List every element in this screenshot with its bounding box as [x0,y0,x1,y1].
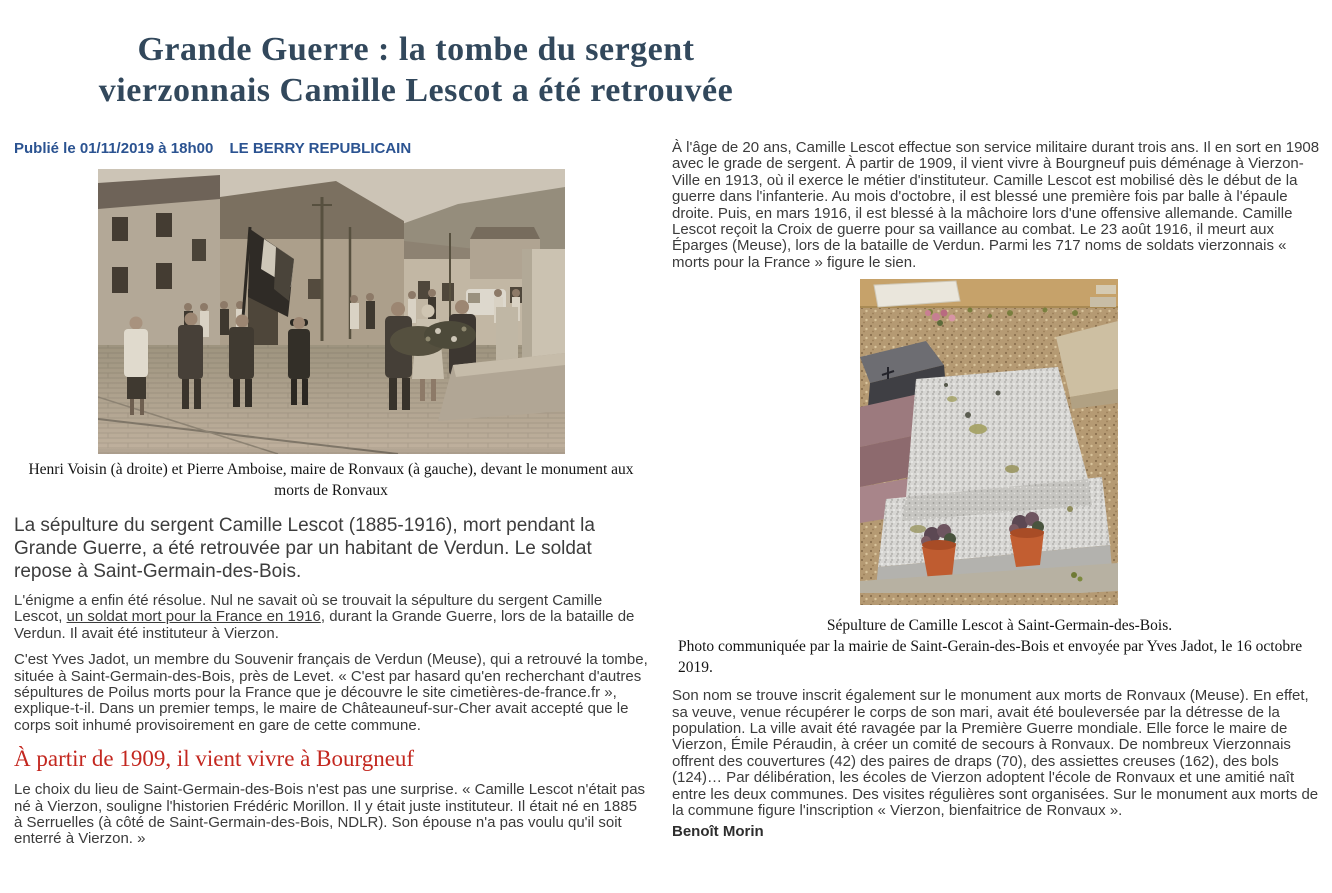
ceremony-figure [14,169,648,501]
ceremony-photo [98,169,565,454]
grave-photo [860,279,1118,610]
lead-paragraph: La sépulture du sergent Camille Lescot (1885-1916), mort pendant la Grande Guerre, a été retrouvée par un habitant de Verdun. Le soldat repose à Saint-Germain-des-Bois. [14,515,595,582]
paragraph-ronvaux: Son nom se trouve inscrit également sur le monument aux morts de Ronvaux (Meuse). En effet, sa veuve, venue récupérer le corps de son mari, avait été bouleversée par la détresse de la population. La ville avait été ravagée par la Première Guerre mondiale. Elle force le maire de Vierzon, Émile Péraudin, à créer un comité de secours à Ronvaux. De nombreux Vierzonnais offrent des couvertures (42) des paires de draps (70), des assiettes creuses (162), des bols (124)… Par délibération, les écoles de Vierzon adoptent l'école de Ronvaux et une amitié naît entre les deux communes. Des visites régulières sont organisées. Sur le monument aux morts de la commune figure l'inscription « Vierzon, bienfaitrice de Ronvaux ». [672,687,1319,820]
paragraph-enigma-end: , durant la Grande Guerre, lors de la bataille de Verdun. Il avait été instituteur à Vierzon. [14,608,635,642]
paragraph-service: À l'âge de 20 ans, Camille Lescot effectue son service militaire durant trois ans. Il en sort en 1908 avec le grade de sergent. À partir de 1909, il vient vivre à Bourgneuf puis déménage à Vierzon-Ville en 1913, où il exerce le métier d'instituteur. Camille Lescot est mobilisé dès le début de la guerre dans l'infanterie. Au mois d'octobre, il est blessé une première fois par balle à l'épaule droite. Puis, en mars 1916, il est blessé à la mâchoire lors d'une offensive allemande. Camille Lescot reçoit la Croix de guerre pour sa vaillance au combat. Le 23 août 1916, il meurt aux Éparges (Meuse), lors de la bataille de Verdun. Parmi les 717 noms de soldats vierzonnais « morts pour la France » figure le sien. [672,139,1320,271]
publish-date: Publié le 01/11/2019 à 18h00 [14,140,214,157]
publication-line [14,140,648,157]
ceremony-photo-caption: Henri Voisin (à droite) et Pierre Amboise, maire de Ronvaux (à gauche), devant le monument aux morts de Ronvaux [28,461,634,499]
left-column [14,140,648,848]
paragraph-jadot: C'est Yves Jadot, un membre du Souvenir français de Verdun (Meuse), qui a retrouvé la tombe, située à Saint-Germain-des-Bois, près de Levet. « C'est par hasard qu'en recherchant d'autres sépultures de Poilus morts pour la France que je découvre le site cimetières-de-france.fr », explique-t-il. Dans un premier temps, le maire de Châteauneuf-sur-Cher avait accepté que le corps soit inhumé provisoirement en gare de cette commune. [14,651,648,734]
grave-photo-image [860,279,1118,605]
paragraph-enigma-start: L'énigme a enfin été résolue. Nul ne savait où se trouvait la sépulture du sergent Camille Lescot, [14,592,603,626]
source-name: LE BERRY REPUBLICAIN [229,140,412,157]
grave-caption-line1: Sépulture de Camille Lescot à Saint-Germain-des-Bois. [826,617,1173,635]
page-title [0,29,832,111]
grave-figure [672,279,1327,678]
paragraph-enigma [14,593,648,642]
grave-caption-line2: Photo communiquée par la mairie de Saint-Gerain-des-Bois et envoyée par Yves Jadot, le 16 octobre 2019. [678,638,1303,677]
subheading-bourgneuf: À partir de 1909, il vient vivre à Bourgneuf [14,746,415,772]
right-column [672,140,1327,840]
page-title-line1: Grande Guerre : la tombe du sergent [137,30,695,68]
grave-photo-caption [672,615,1327,678]
link-soldat-mort[interactable]: un soldat mort pour la France en 1916 [66,608,321,626]
ceremony-photo-image [98,169,565,454]
author-byline: Benoît Morin [672,822,764,840]
paragraph-choix: Le choix du lieu de Saint-Germain-des-Bois n'est pas une surprise. « Camille Lescot n'était pas né à Vierzon, souligne l'historien Frédéric Morillon. Il y était juste instituteur. Il était né en 1885 à Serruelles (à côté de Saint-Germain-des-Bois, NDLR). Son épouse n'a pas voulu qu'il soit enterré à Vierzon. » [14,781,646,848]
page-title-line2: vierzonnais Camille Lescot a été retrouvée [98,71,734,109]
